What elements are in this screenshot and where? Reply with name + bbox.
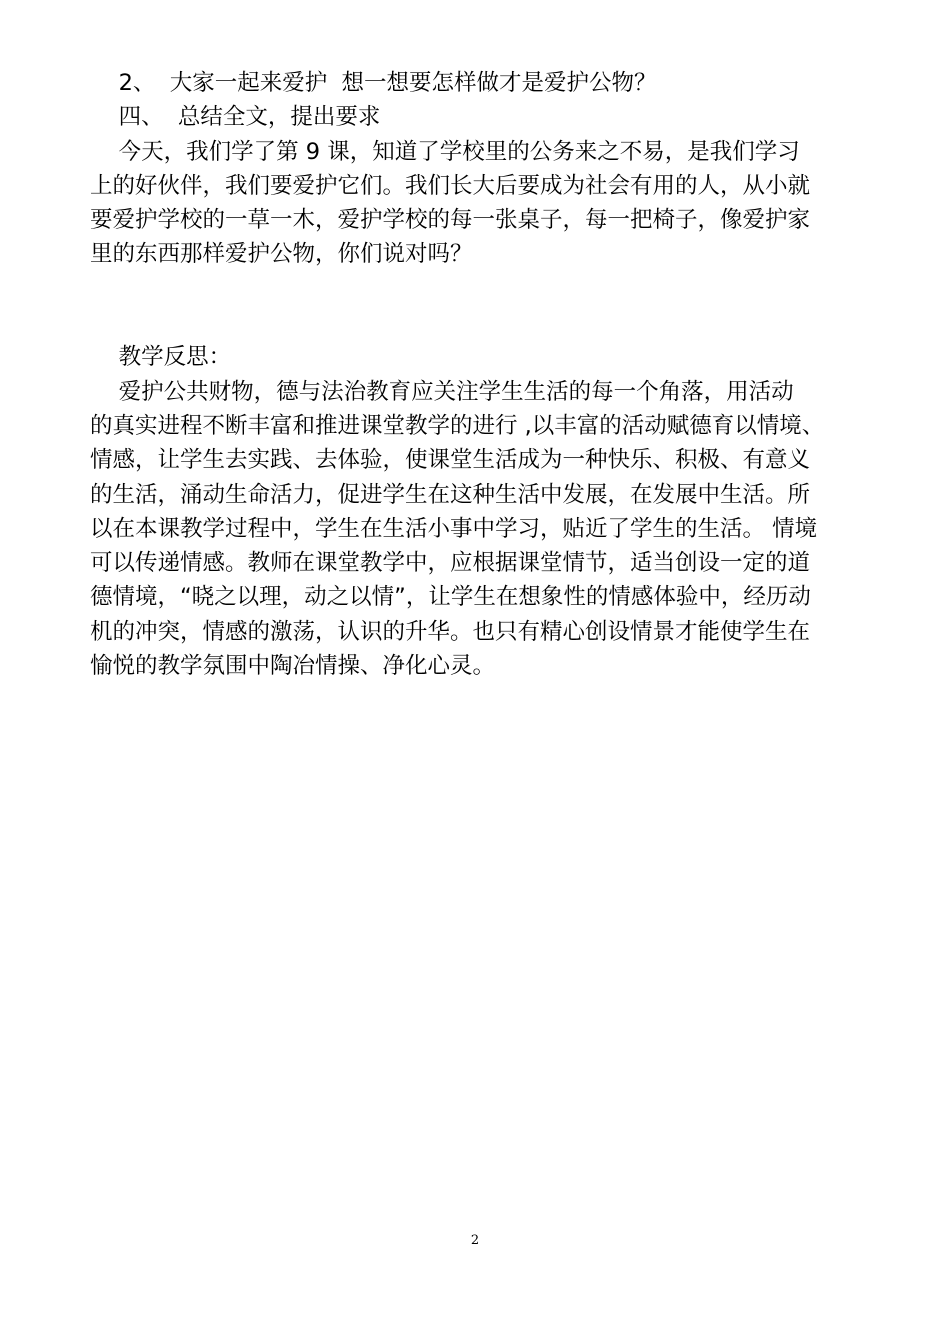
summary-paragraph-line-4: 里的东西那样爱护公物，你们说对吗？ xyxy=(90,241,473,268)
reflection-paragraph-line-3: 情感，让学生去实践、去体验，使课堂生活成为一种快乐、积极、有意义 xyxy=(90,447,811,474)
blank-line xyxy=(90,272,862,306)
reflection-heading: 教学反思： xyxy=(90,344,232,371)
reflection-paragraph-line-2: 的真实进程不断丰富和推进课堂教学的进行 ,以丰富的活动赋德育以情境、 xyxy=(90,412,825,439)
reflection-paragraph-line-1: 爱护公共财物，德与法治教育应关注学生生活的每一个角落，用活动 xyxy=(90,378,794,405)
reflection-paragraph-line-5: 以在本课教学过程中，学生在生活小事中学习，贴近了学生的生活。 情境 xyxy=(90,515,818,542)
summary-paragraph-line-1: 今天，我们学了第 9 课，知道了学校里的公务来之不易，是我们学习 xyxy=(90,138,800,165)
section-4-heading: 四、 总结全文，提出要求 xyxy=(90,104,381,131)
reflection-paragraph-line-7: 德情境，“晓之以理，动之以情”，让学生在想象性的情感体验中，经历动 xyxy=(90,584,811,611)
summary-paragraph-line-3: 要爱护学校的一草一木，爱护学校的每一张桌子，每一把椅子，像爱护家 xyxy=(90,207,811,234)
reflection-paragraph-line-4: 的生活，涌动生命活力，促进学生在这种生活中发展，在发展中生活。所 xyxy=(90,481,811,508)
reflection-paragraph-line-9: 愉悦的教学氛围中陶冶情操、净化心灵。 xyxy=(90,653,496,680)
blank-line xyxy=(90,306,862,340)
summary-paragraph-line-2: 上的好伙伴，我们要爱护它们。我们长大后要成为社会有用的人，从小就 xyxy=(90,172,811,199)
page-number: 2 xyxy=(470,1233,480,1248)
reflection-paragraph-line-8: 机的冲突，情感的激荡，认识的升华。也只有精心创设情景才能使学生在 xyxy=(90,618,811,645)
step-2-line: 2、 大家一起来爱护 想一想要怎样做才是爱护公物？ xyxy=(90,70,657,96)
document-body xyxy=(90,66,862,683)
reflection-paragraph-line-6: 可以传递情感。教师在课堂教学中，应根据课堂情节，适当创设一定的道 xyxy=(90,550,811,577)
